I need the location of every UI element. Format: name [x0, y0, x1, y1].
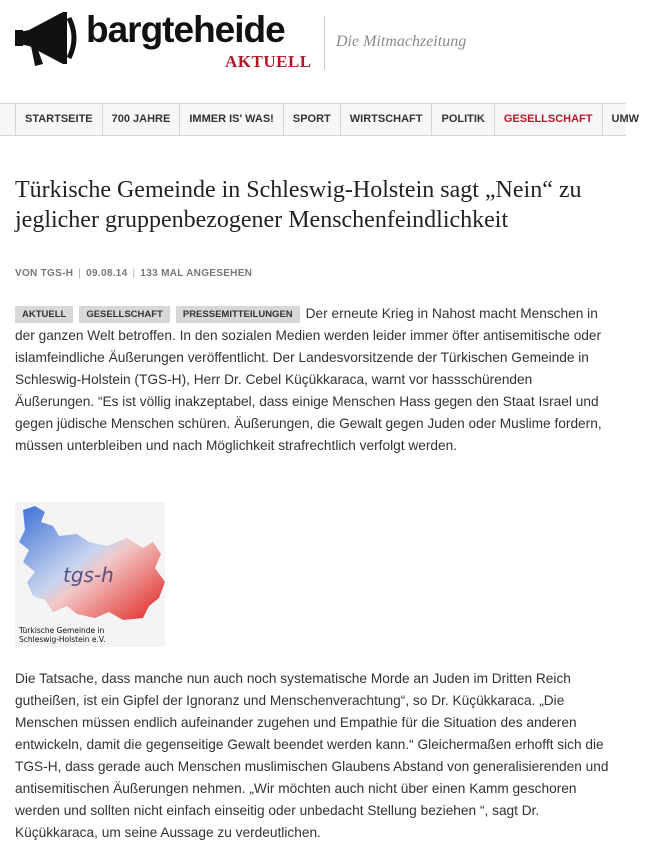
- tgs-h-logo-text: tgs-h: [63, 563, 114, 587]
- meta-separator: |: [78, 268, 82, 279]
- article-author[interactable]: VON TGS-H: [15, 268, 74, 279]
- nav-item-gesellschaft[interactable]: GESELLSCHAFT: [494, 104, 602, 135]
- site-logo-wordmark[interactable]: bargteheide: [86, 9, 285, 50]
- header-divider: [324, 16, 325, 70]
- nav-item-700-jahre[interactable]: 700 JAHRE: [102, 104, 180, 135]
- site-tagline: Die Mitmachzeitung: [336, 33, 467, 50]
- nav-item-wirtschaft[interactable]: WIRTSCHAFT: [340, 104, 432, 135]
- article-paragraph: [15, 303, 613, 457]
- tgs-h-logo-image[interactable]: [15, 502, 165, 647]
- article-views: 133 MAL ANGESEHEN: [140, 268, 253, 279]
- main-navigation: [0, 103, 639, 136]
- article-title: Türkische Gemeinde in Schleswig-Holstein sagt „Nein“ zu jeglicher gruppenbezogener Menschenfeindlichkeit: [15, 177, 582, 233]
- nav-item-umwelt[interactable]: UMW: [602, 104, 648, 135]
- nav-item-startseite[interactable]: STARTSEITE: [15, 104, 102, 135]
- nav-item-politik[interactable]: POLITIK: [431, 104, 493, 135]
- nav-item-immer-is-was[interactable]: IMMER IS' WAS!: [179, 104, 283, 135]
- article-date: 09.08.14: [86, 268, 128, 279]
- article-meta: [15, 268, 252, 279]
- tag-pressemitteilungen[interactable]: PRESSEMITTEILUNGEN: [176, 306, 300, 323]
- image-caption-line: Türkische Gemeinde in: [19, 626, 105, 635]
- nav-item-sport[interactable]: SPORT: [283, 104, 340, 135]
- tag-aktuell[interactable]: AKTUELL: [15, 306, 73, 323]
- site-header: [0, 0, 626, 100]
- image-caption: [19, 626, 105, 644]
- article-paragraph-text: Der erneute Krieg in Nahost macht Menschen in der ganzen Welt betroffen. In den sozialen Medien werden leider immer öfter antisemitische oder islamfeindliche Äußerungen veröffentlicht. Der Landesvorsitzende der Türkischen Gemeinde in Schleswig-Holstein (TGS-H), Herr Dr. Cebel Küçükkaraca, warnt vor hassschürenden Äußerungen. “Es ist völlig inakzeptabel, dass einige Menschen Hass gegen den Staat Israel und gegen jüdische Menschen schüren. Äußerungen, die Gewalt gegen Juden oder Muslime fordern, müssen unterbleiben und nach Möglichkeit strafrechtlich verfolgt werden.: [15, 306, 602, 453]
- site-logo-subtitle[interactable]: AKTUELL: [225, 52, 312, 71]
- meta-separator: |: [132, 268, 136, 279]
- tag-gesellschaft[interactable]: GESELLSCHAFT: [79, 306, 170, 323]
- image-caption-line: Schleswig-Holstein e.V.: [19, 635, 106, 644]
- article-paragraph: Die Tatsache, dass manche nun auch noch systematische Morde an Juden im Dritten Reich gutheißen, ist ein Gipfel der Ignoranz und Menschenverachtung“, so Dr. Küçükkaraca. „Die Menschen müssen endlich aufeinander zugehen und Empathie für die Situation des anderen entwickeln, damit die gegenseitige Gewalt beendet werden kann.“ Gleichermaßen erhofft sich die TGS-H, dass gerade auch Menschen muslimischen Glaubens Abstand von generalisierenden und antisemitischen Äußerungen nehmen. „Wir möchten auch nicht über einen Kamm geschoren werden und sollten nicht einfach einseitig oder unbedacht Stellung beziehen “, sagt Dr. Küçükkaraca, um seine Aussage zu verdeutlichen.: [15, 671, 609, 840]
- megaphone-icon[interactable]: [13, 6, 81, 70]
